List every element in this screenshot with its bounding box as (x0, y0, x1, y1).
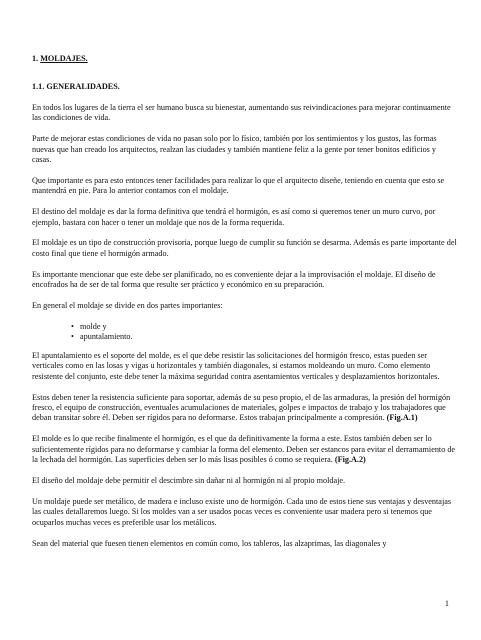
paragraph: Parte de mejorar estas condiciones de vida no pasan solo por lo físico, también por los sentimientos y los gustos, las formas nuevas que han creado los arquitectos, realzan las ciudades y también mantiene feliz a la gente por tener bonitos edificios y casas. (32, 134, 437, 164)
paragraph: Es importante mencionar que este debe ser planificado, no es conveniente dejar a la improvisación el moldaje. El diseño de encofrados ha de ser de tal forma que resulte ser práctico y económico en su preparación. (32, 269, 436, 290)
paragraph-apuntalamiento: El apuntalamiento es el soporte del molde, es el que debe resistir las solicitaciones del hormigón fresco, estas pueden ser verticales como en las losas y vigas u horizontales y también diagonales, si estamos moldeando un muro. Como elemento resistente del conjunto, este debe tener la máxima seguridad contra asentamientos verticales y desplazamientos horizontales. (32, 350, 440, 381)
page-number: 1 (444, 599, 449, 608)
paragraph-material: Un moldaje puede ser metálico, de madera e incluso existe uno de hormigón. Cada uno de estos tiene sus ventajas y desventajas las cuales detallaremos luego. Si los moldes van a ser usados pocas veces es conveniente usar madera pero si tenemos que ocuparlos muchas veces es preferible usar los metálicos. (32, 496, 452, 527)
paragraph-diseno: El diseño del moldaje debe permitir el descimbre sin dañar ni al hormigón ni al propio moldaje. (32, 475, 346, 485)
paragraph-text: Estos deben tener la resistencia suficiente para soportar, además de su peso propio, el de las armaduras, la presión del hormigón fresco, el equipo de construcción, eventuales acumulaciones de materiales, golpes e impactos de trabajo y los trabajadores que deban transitar sobre él. Deben ser rígidos para no deformarse. Estos trabajan principalmente a compresión. (32, 392, 451, 423)
list-item: • molde y (80, 322, 457, 332)
paragraph: Que importante es para esto entonces tener facilidades para realizar lo que el arquitecto diseñe, teniendo en cuenta que esto se mantendrá en pie. Para lo anterior contamos con el moldaje. (32, 175, 445, 196)
heading-moldajes (32, 54, 457, 64)
bullet-list (32, 322, 457, 343)
paragraph-molde (32, 434, 457, 465)
heading-generalidades: 1.1. GENERALIDADES. (32, 82, 120, 92)
paragraph: En general el moldaje se divide en dos partes importantes: (32, 301, 223, 311)
heading-title: MOLDAJES. (40, 54, 88, 63)
document-body (32, 54, 457, 560)
paragraph: En todos los lugares de la tierra el ser humano busca su bienestar, aumentando sus reivindicaciones para mejorar continuamente las condiciones de vida. (32, 102, 451, 123)
paragraph-text: El molde es lo que recibe finalmente el hormigón, es el que da definitivamente la forma a este. Estos también deben ser lo suficientemente rígidos para no deformarse y cambiar la forma del elemento. Deben ser estancos para evitar el derramamiento de la lechada del hormigón. Las superficies deben ser lo más lisas posibles ó como se requiera. (32, 434, 456, 465)
heading-number: 1. (32, 54, 41, 63)
paragraph-last: Sean del material que fuesen tienen elementos en común como, los tableros, las alzaprimas, las diagonales y (32, 538, 387, 548)
paragraph: El destino del moldaje es dar la forma definitiva que tendrá el hormigón, es así como si queremos tener un muro curvo, por ejemplo, bastara con hacer o tener un moldaje que nos de la forma requerida. (32, 207, 436, 227)
figure-reference: (Fig.A.2) (334, 455, 366, 465)
list-item: • apuntalamiento. (80, 332, 457, 342)
figure-reference: (Fig.A.1) (386, 413, 418, 423)
paragraph-resistencia (32, 393, 457, 424)
paragraph: El moldaje es un tipo de construcción provisoria, porque luego de cumplir su función se desarma. Además es parte importante del costo final que tiene el hormigón armado. (32, 238, 457, 258)
